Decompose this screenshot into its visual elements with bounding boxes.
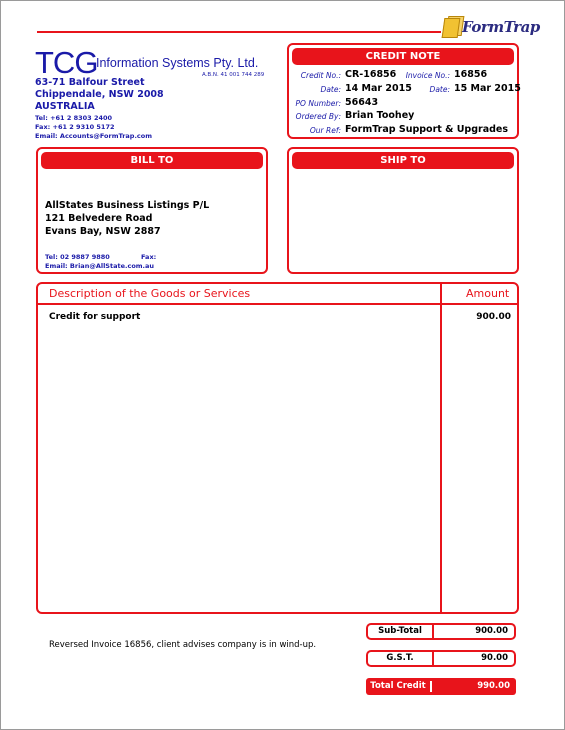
logo-text: FormTrap xyxy=(462,18,540,36)
po-number-label: PO Number: xyxy=(295,99,341,108)
total-credit-box xyxy=(366,678,516,695)
our-ref-label: Our Ref: xyxy=(309,126,341,135)
ship-to-title: SHIP TO xyxy=(292,152,514,169)
items-table xyxy=(36,282,519,614)
company-tel: Tel: +61 2 8303 2400 xyxy=(35,114,113,122)
credit-no-value: CR-16856 xyxy=(345,69,397,80)
gst-value: 90.00 xyxy=(481,653,508,663)
bill-to-line: 121 Belvedere Road xyxy=(45,213,153,224)
table-cell-amount: 900.00 xyxy=(476,312,511,322)
column-header-description: Description of the Goods or Services xyxy=(49,287,251,300)
company-short-name: TCG xyxy=(35,45,98,80)
ordered-by-value: Brian Toohey xyxy=(345,110,415,121)
total-credit-separator xyxy=(430,681,432,692)
table-cell-description: Credit for support xyxy=(49,312,141,322)
company-address-line: Chippendale, NSW 2008 xyxy=(35,89,164,100)
bill-to-tel: Tel: 02 9887 9880 xyxy=(45,253,110,261)
company-address-line: 63-71 Balfour Street xyxy=(35,77,145,88)
credit-note-remark: Reversed Invoice 16856, client advises company is in wind-up. xyxy=(49,640,317,650)
company-fax: Fax: +61 2 9310 5172 xyxy=(35,123,115,131)
total-credit-label: Total Credit xyxy=(370,681,426,691)
invoice-date-value: 15 Mar 2015 xyxy=(454,83,521,94)
bill-to-title: BILL TO xyxy=(41,152,263,169)
formtrap-logo xyxy=(441,16,540,40)
subtotal-box xyxy=(366,623,516,640)
date-value: 14 Mar 2015 xyxy=(345,83,412,94)
items-table-column-rule xyxy=(440,282,442,614)
credit-no-label: Credit No.: xyxy=(300,71,341,80)
logo-card-icon xyxy=(442,18,461,38)
gst-box xyxy=(366,650,516,667)
po-number-value: 56643 xyxy=(345,97,379,108)
invoice-no-value: 16856 xyxy=(454,69,488,80)
bill-to-line: Evans Bay, NSW 2887 xyxy=(45,226,161,237)
bill-to-email-link[interactable]: Brian@AllState.com.au xyxy=(69,262,155,270)
bill-to-email-label: Email: xyxy=(45,262,68,270)
company-email-label: Email: xyxy=(35,132,58,140)
invoice-date-label: Date: xyxy=(429,85,450,94)
items-table-header-rule xyxy=(36,303,519,305)
column-header-amount: Amount xyxy=(466,287,510,300)
invoice-no-label: Invoice No.: xyxy=(405,71,450,80)
bill-to-line: AllStates Business Listings P/L xyxy=(45,200,210,211)
header-rule xyxy=(37,31,441,33)
subtotal-value: 900.00 xyxy=(475,626,508,636)
date-label: Date: xyxy=(320,85,341,94)
company-name: Information Systems Pty. Ltd. xyxy=(96,56,259,70)
total-credit-value: 990.00 xyxy=(477,681,510,691)
subtotal-separator xyxy=(432,625,434,638)
ordered-by-label: Ordered By: xyxy=(295,112,341,121)
company-email-link[interactable]: Accounts@FormTrap.com xyxy=(59,132,153,140)
credit-note-title: CREDIT NOTE xyxy=(292,48,514,65)
company-email xyxy=(35,132,152,140)
gst-label: G.S.T. xyxy=(386,653,414,663)
our-ref-value: FormTrap Support & Upgrades xyxy=(345,124,509,135)
gst-separator xyxy=(432,652,434,665)
company-address-line: AUSTRALIA xyxy=(35,101,95,112)
bill-to-fax: Fax: xyxy=(141,253,157,261)
subtotal-label: Sub-Total xyxy=(378,626,422,636)
bill-to-email xyxy=(45,262,154,270)
company-abn: A.B.N. 41 001 744 289 xyxy=(202,72,265,78)
